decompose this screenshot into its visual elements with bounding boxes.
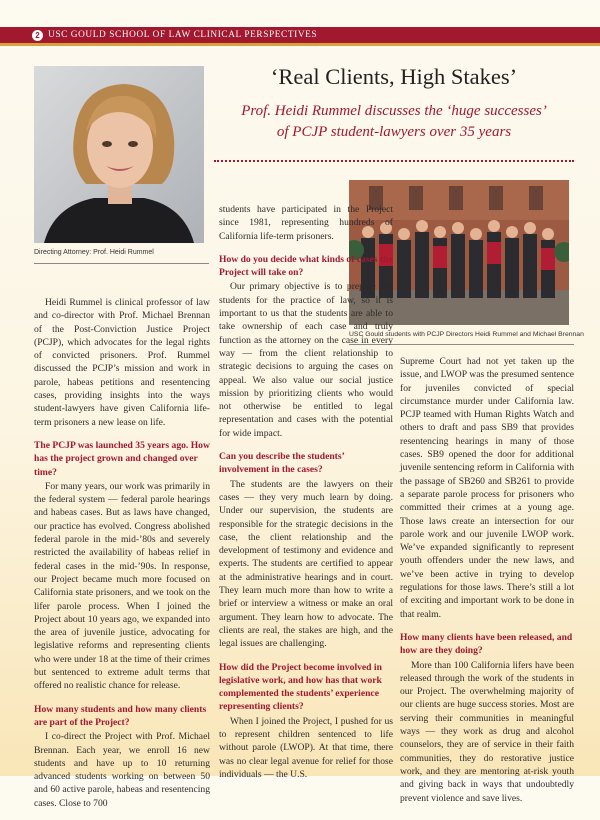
publication-title: USC GOULD SCHOOL OF LAW CLINICAL PERSPECTIVES: [48, 30, 318, 40]
article-title: ‘Real Clients, High Stakes’: [270, 64, 518, 89]
answer-paragraph: For many years, our work was primarily in the federal system — federal parole hearings and habeas cases. But as laws have changed, our practice has evolved. Congress abolished federal parole in the mid-’80s and severely restricted the availability of habeas relief in federal cases in the mid-’90s. In response, our Project became much more focused on California state prisoners, and we took on the lifer parole process. When I joined the Project about 10 years ago, we expanded into the area of juvenile justice, advocating for legislative reforms and representing clients who were under 18 at the time of their crimes but sentenced to extreme adult terms that offered no realistic chance for release.: [34, 480, 210, 692]
answer-paragraph: I co-direct the Project with Prof. Michael Brennan. Each year, we enroll 16 new students and have up to 10 returning advanced students working on between 50 and 60 active parole, habeas and resentencing cases. Close to 700: [34, 731, 210, 809]
portrait-caption: Directing Attorney: Prof. Heidi Rummel: [34, 249, 154, 256]
question-heading: How do you decide what kinds of cases the Project will take on?: [219, 253, 393, 279]
question-heading: How did the Project become involved in legislative work, and how has that work complemented the students’ experience representing clients?: [219, 661, 382, 713]
portrait-photo: [34, 66, 204, 243]
question-heading: How many clients have been released, and how are they doing?: [400, 631, 573, 657]
intro-paragraph: Heidi Rummel is clinical professor of law and co-director with Prof. Michael Brennan of the Post-Conviction Justice Project (PCJP), which advocates for the legal rights of convicted prisoners. Prof. Rummel discussed the PCJP’s mission and work in parole, habeas petitions and resentencing cases, providing insights into the ways student-lawyers have given California life-term prisoners a new lease on life.: [34, 297, 210, 428]
text-column-2: [219, 203, 393, 791]
article-subtitle: [214, 101, 574, 143]
text-column-3: [400, 355, 574, 815]
answer-paragraph: The students are the lawyers on their cases — they very much learn by doing. Under our supervision, the students are responsible for the strategic decisions in the case, the client relationship and the development of testimony and evidence and experts. The students are certified to appear at the administrative hearings and in court. They learn much more than how to write a brief or interview a witness or make an oral argument. They learn how to advocate. The clients are real, the stakes are high, and the legal issues are challenging.: [219, 478, 393, 650]
header-gold-rule: [0, 43, 600, 46]
question-heading: How many students and how many clients are part of the Project?: [34, 703, 207, 728]
subtitle-line-2: of PCJP student-lawyers over 35 years: [276, 124, 512, 140]
page-number-badge: 2: [32, 30, 43, 41]
answer-continuation: students have participated in the Project since 1981, representing hundreds of California life-term prisoners.: [219, 204, 393, 242]
subtitle-line-1: Prof. Heidi Rummel discusses the ‘huge successes’: [241, 103, 547, 119]
question-heading: Can you describe the students’ involvement in the cases?: [219, 451, 345, 476]
answer-continuation: Supreme Court had not yet taken up the issue, and LWOP was the presumed sentence for juveniles convicted of special circumstance murder under California law. PCJP teamed with Human Rights Watch and others to draft and pass SB9 that provides resentencing hearings in many of those cases. SB9 opened the door for additional juvenile sentencing reform in California with the passage of SB260 and SB261 to provide a separate parole process for prisoners who committed their crimes at a young age. Those laws create an intersection for our parole work and our juvenile LWOP work. We’ve expanded significantly to represent youth offenders under the new laws, and we’ve been active in trying to develop regulations for those laws. There’s still a lot of exciting and important work to be done in that realm.: [400, 356, 574, 620]
title-divider: [214, 160, 574, 162]
answer-paragraph: Our primary objective is to prepare our students for the practice of law, so it is important to us that the students are able to take ownership of each case and truly function as the attorney on the case in every way — from the client relationship to strategic decisions to arguing the cases on appeal. We also value our social justice mission by prioritizing clients who would not otherwise be entitled to legal representation and cases with the potential for wide impact.: [219, 281, 393, 439]
answer-paragraph: More than 100 California lifers have been released through the work of the students in our Project. The overwhelming majority of our clients are huge success stories. Most are serving their communities in meaningful ways — they work as drug and alcohol counselors, they are of service in their faith communities, they do restorative justice work, and they are mentoring at-risk youth and giving back in ways that undoubtedly prevent violence and save lives.: [400, 659, 574, 804]
group-photo-caption: USC Gould students with PCJP Directors Heidi Rummel and Michael Brennan: [349, 331, 584, 338]
answer-paragraph: When I joined the Project, I pushed for us to represent children sentenced to life without parole (LWOP). At that time, there was no clear legal avenue for relief for those individuals — the U.S.: [219, 715, 393, 780]
caption-rule-left: [34, 263, 209, 264]
portrait-illustration: [34, 66, 204, 243]
question-heading: The PCJP was launched 35 years ago. How has the project grown and changed over time?: [34, 439, 210, 478]
text-column-1: [34, 296, 210, 820]
